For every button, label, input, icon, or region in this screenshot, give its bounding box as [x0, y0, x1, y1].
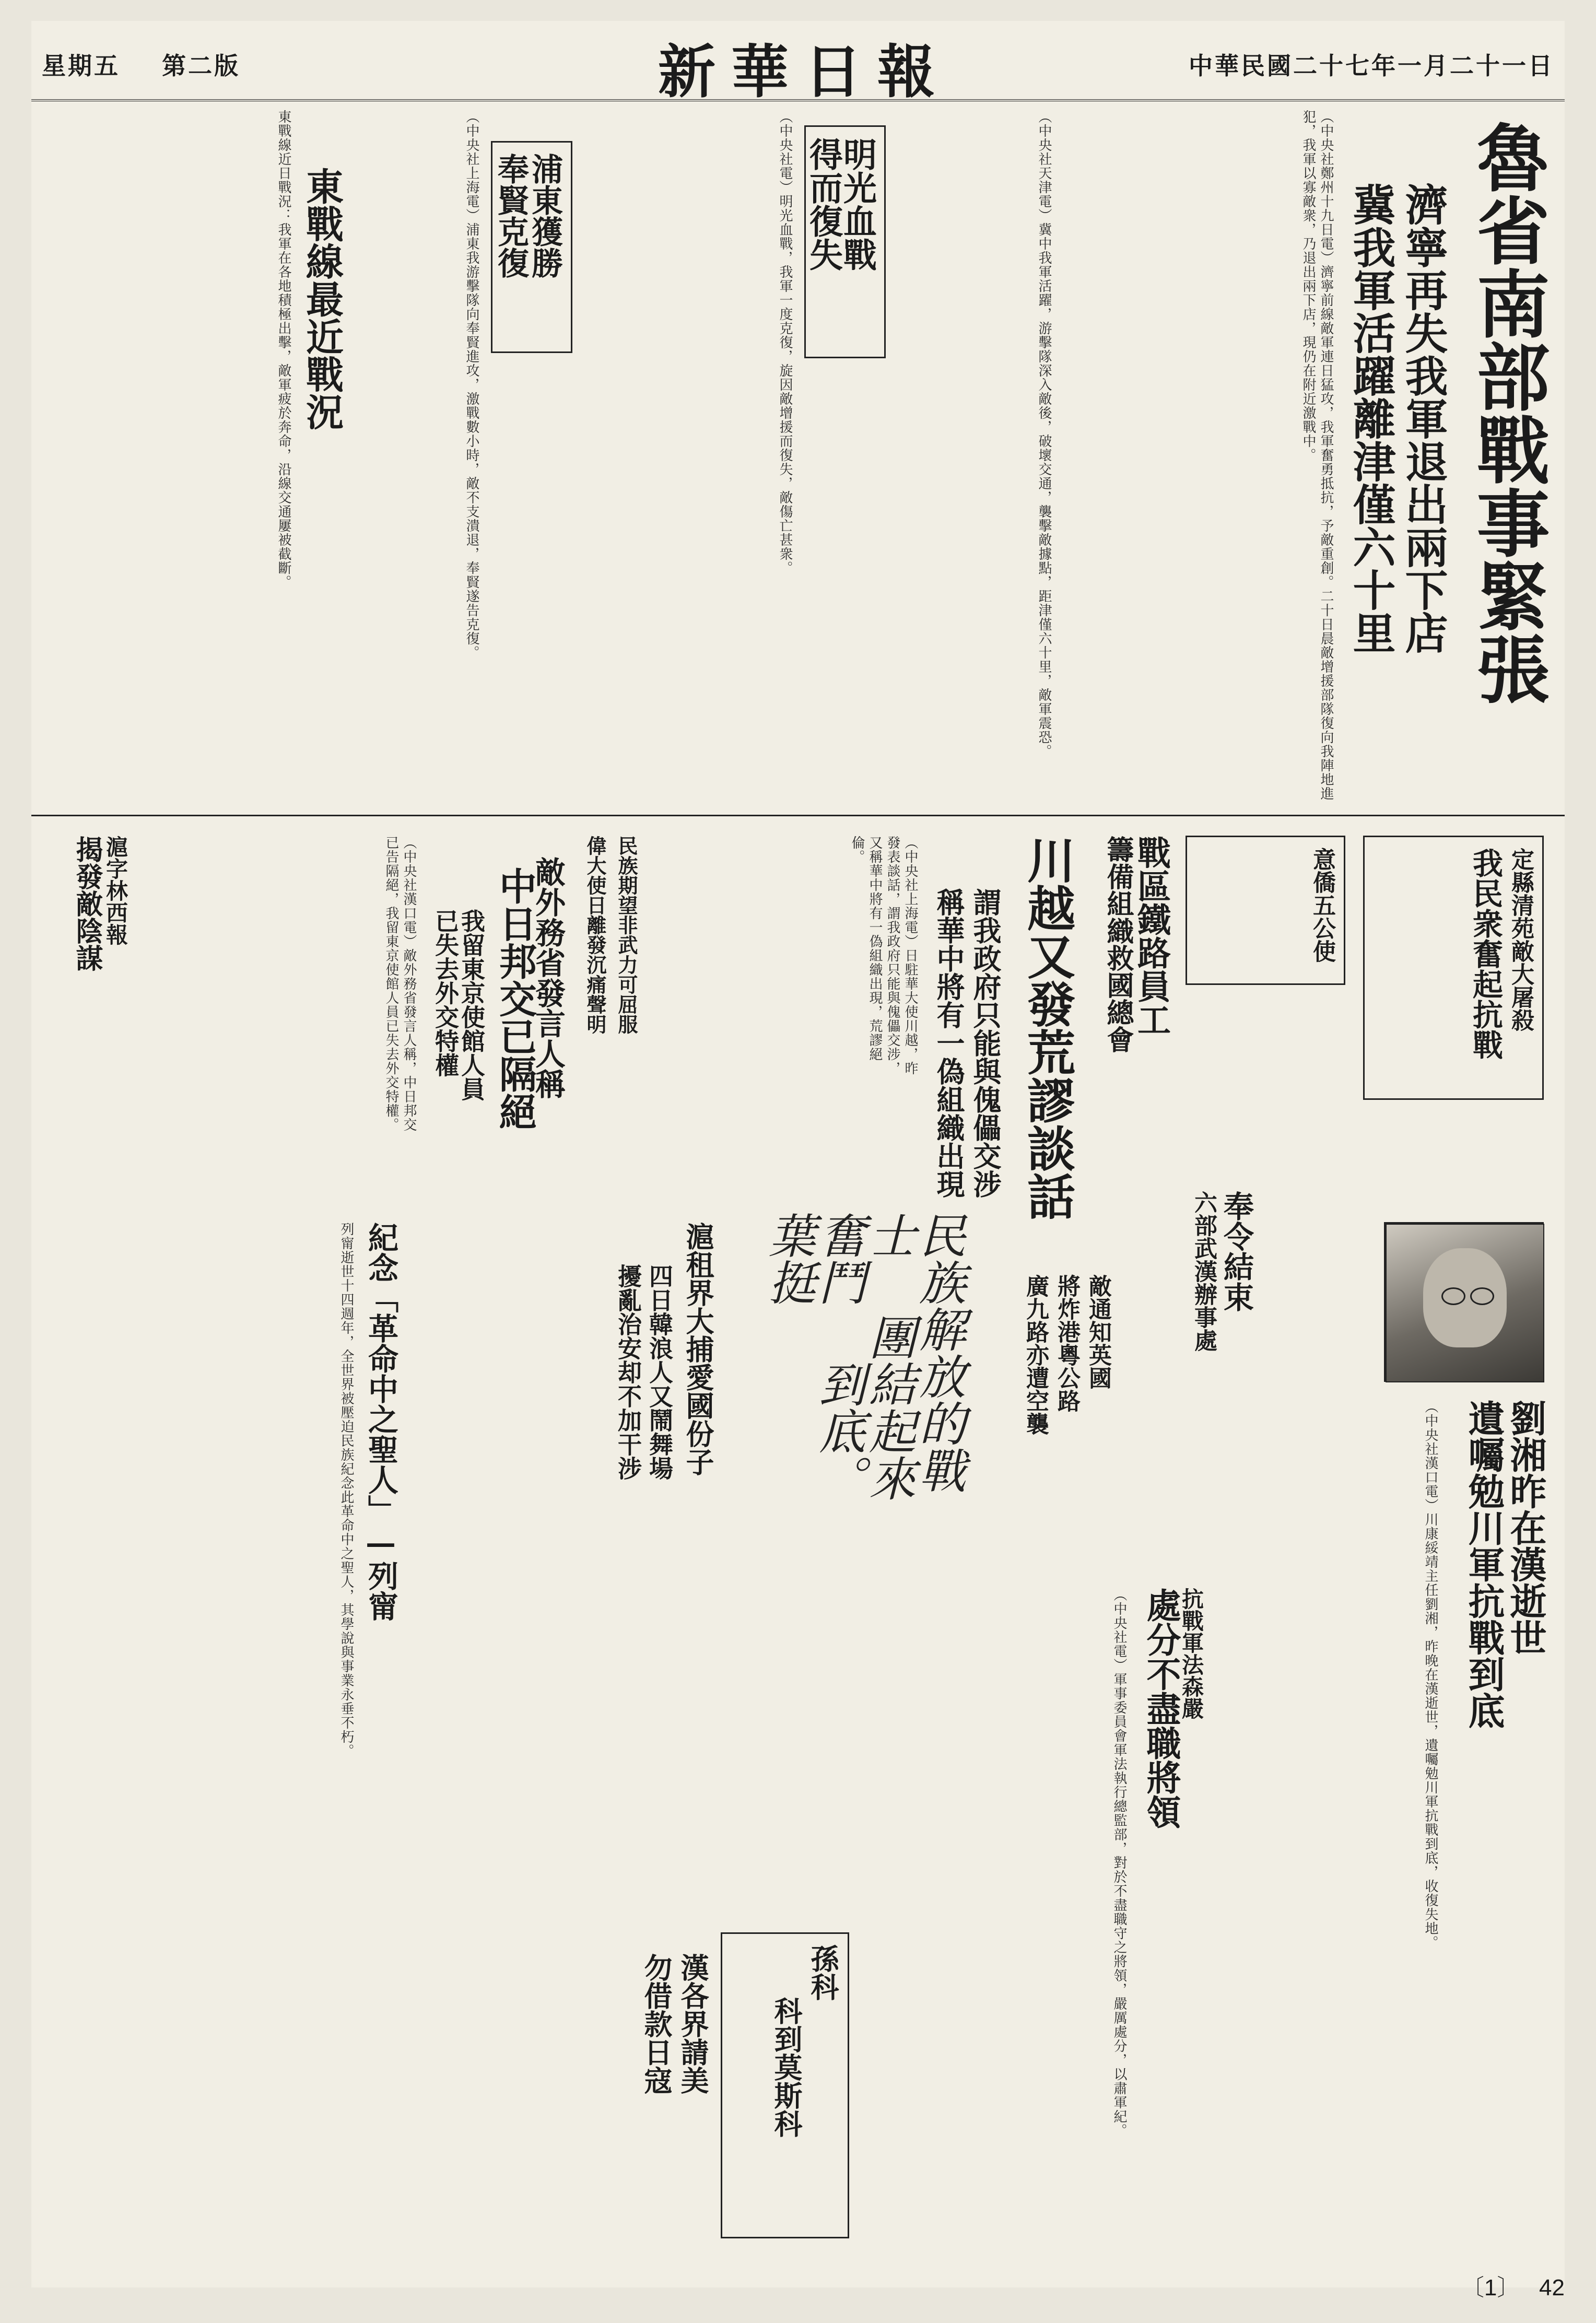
main-subheadline-2: 冀我軍活躍離津僅六十里 — [1346, 183, 1396, 654]
main-subheadline-1: 濟寧再失我軍退出兩下店 — [1398, 183, 1448, 654]
zoupu-head-2: 六部武漢辦事處 — [1190, 1191, 1217, 1352]
liuxiang-head-1: 劉湘昨在漢逝世 — [1504, 1400, 1547, 1656]
east-front-body: 東戰線近日戰況：我軍在各地積極出擊，敵軍疲於奔命，沿線交通屢被截斷。 — [276, 110, 291, 589]
issue-date: 中華民國二十七年一月二十一日 — [1189, 52, 1554, 80]
pudong-box — [491, 141, 572, 353]
dingxian-head-2: 我民衆奮起抗戰 — [1468, 848, 1503, 1060]
divider — [31, 815, 1565, 816]
hankou-head-1: 漢各界請美 — [676, 1953, 710, 2094]
main-headline: 魯省南部戰事緊張 — [1464, 120, 1550, 705]
mingguang-head-1: 明光血戰 — [838, 137, 877, 271]
sunke-head-1: 孫科 — [806, 1944, 840, 2001]
shanghai-head-2: 四日韓浪人又鬧舞場 — [646, 1264, 674, 1480]
weekday: 星期五 — [42, 52, 120, 80]
envoy-box — [1186, 836, 1345, 985]
lenin-body: 列甯逝世十四週年，全世界被壓迫民族紀念此革命中之聖人，其學說與事業永垂不朽。 — [338, 1222, 354, 1758]
portrait-box — [1384, 1222, 1544, 1382]
pudong-head-2: 奉賢克復 — [492, 153, 529, 278]
chuanyue-sub-2: 稱華中將有一偽組織出現 — [932, 888, 966, 1198]
hkbomb-head-1: 敵通知英國 — [1085, 1274, 1111, 1389]
zoupu-head-1: 奉令結束 — [1218, 1191, 1254, 1312]
chuanyue-sub-1: 謂我政府只能與傀儡交涉 — [969, 888, 1002, 1198]
pudong-body: （中央社上海電）浦東我游擊隊向奉賢進攻，激戰數小時，敵不支潰退，奉賢遂告克復。 — [464, 110, 479, 660]
main-article-body: （中央社鄭州十九日電）濟寧前線敵軍連日猛攻，我軍奮勇抵抗，予敵重創。二十日晨敵增援部隊復向我陣地進犯，我軍以寡敵衆，乃退出兩下店，現仍在附近激戰中。 — [1300, 110, 1334, 801]
page-number: 第二版 — [162, 52, 241, 80]
lenin-headline: 紀念「革命中之聖人」—列甯 — [363, 1222, 398, 1621]
court-head-2: 處分不盡職將領 — [1141, 1588, 1181, 1829]
liuxiang-body: （中央社漢口電）川康綏靖主任劉湘，昨晚在漢逝世，遺囑勉川軍抗戰到底，收復失地。 — [1423, 1400, 1438, 1950]
diplomacy-head-1: 敵外務省發言人稱 — [530, 857, 566, 1099]
hudezi-head-1: 滬字林西報 — [103, 836, 128, 945]
diplomacy-body: （中央社漢口電）敵外務省發言人稱，中日邦交已告隔絕，我留東京使館人員已失去外交特權。 — [383, 836, 417, 1132]
diplomacy-head-2: 中日邦交已隔絕 — [493, 867, 537, 1130]
main-article-body-2: （中央社天津電）冀中我軍活躍，游擊隊深入敵後，破壞交通，襲擊敵據點，距津僅六十里，敵軍震恐。 — [1036, 110, 1052, 758]
mingguang-box — [804, 125, 886, 358]
hankou-head-2: 勿借款日寇 — [640, 1953, 673, 2094]
paper-title: 新華日報 — [658, 38, 950, 105]
dingxian-head-1: 定縣清苑敵大屠殺 — [1507, 848, 1534, 1031]
shanghai-head-3: 擾亂治安却不加干涉 — [614, 1264, 642, 1480]
mingguang-body: （中央社電）明光血戰，我軍一度克復，旋因敵增援而復失，敵傷亡甚衆。 — [777, 110, 793, 575]
diplomacy-sub-2: 已失去外交特權 — [431, 909, 460, 1077]
hudezi-head-2: 揭發敵陰謀 — [71, 836, 103, 971]
shanghai-head-1: 滬租界大捕愛國份子 — [682, 1222, 715, 1476]
hkbomb-head-2: 將炸港粵公路 — [1053, 1274, 1080, 1412]
court-body: （中央社電）軍事委員會軍法執行總監部，對於不盡職守之將領，嚴厲處分，以肅軍紀。 — [1111, 1588, 1127, 2138]
liuxiang-portrait — [1386, 1224, 1544, 1382]
mingguang-head-2: 得而復失 — [804, 137, 843, 271]
east-front-headline: 東戰線最近戰況 — [300, 167, 344, 430]
diplomacy-sub-1: 我留東京使館人員 — [457, 909, 486, 1101]
chuanyue-headline: 川越又發荒謬談話 — [1019, 836, 1076, 1220]
page-indicator — [42, 47, 240, 81]
sunke-box — [721, 1932, 849, 2238]
envoy-head: 意僑五公使 — [1309, 848, 1335, 963]
calligraphy-inscription: 民族解放的戰士 團結起來奮鬥 到底。 葉挺 — [760, 1212, 966, 1501]
dingxian-box — [1363, 836, 1544, 1100]
chuanyue-body: （中央社上海電）日駐華大使川越，昨發表談話，謂我政府只能與傀儡交涉，又稱華中將有一偽組織出現，荒謬絕倫。 — [849, 836, 918, 1075]
hkbomb-head-3: 廣九路亦遭空襲 — [1022, 1274, 1049, 1435]
railway-head-1: 戰區鐵路員工 — [1132, 836, 1171, 1036]
railway-head-2: 籌備組織救國總會 — [1102, 836, 1134, 1053]
banner-1: 民族期望非武力可屈服 — [615, 836, 638, 1034]
sunke-head-2: 科到莫斯科 — [770, 1997, 803, 2138]
newspaper-page — [31, 21, 1565, 2287]
masthead — [31, 21, 1565, 105]
footer-mark: 〔1〕 — [1461, 2275, 1520, 2301]
court-head-1: 抗戰軍法森嚴 — [1179, 1588, 1204, 1719]
banner-2: 偉大使日離發沉痛聲明 — [583, 836, 607, 1034]
liuxiang-head-2: 遺囑勉川軍抗戰到底 — [1462, 1400, 1506, 1729]
page-footer — [1461, 2269, 1565, 2302]
footer-page-num: 42 — [1539, 2275, 1565, 2301]
pudong-head-1: 浦東獲勝 — [526, 153, 563, 278]
